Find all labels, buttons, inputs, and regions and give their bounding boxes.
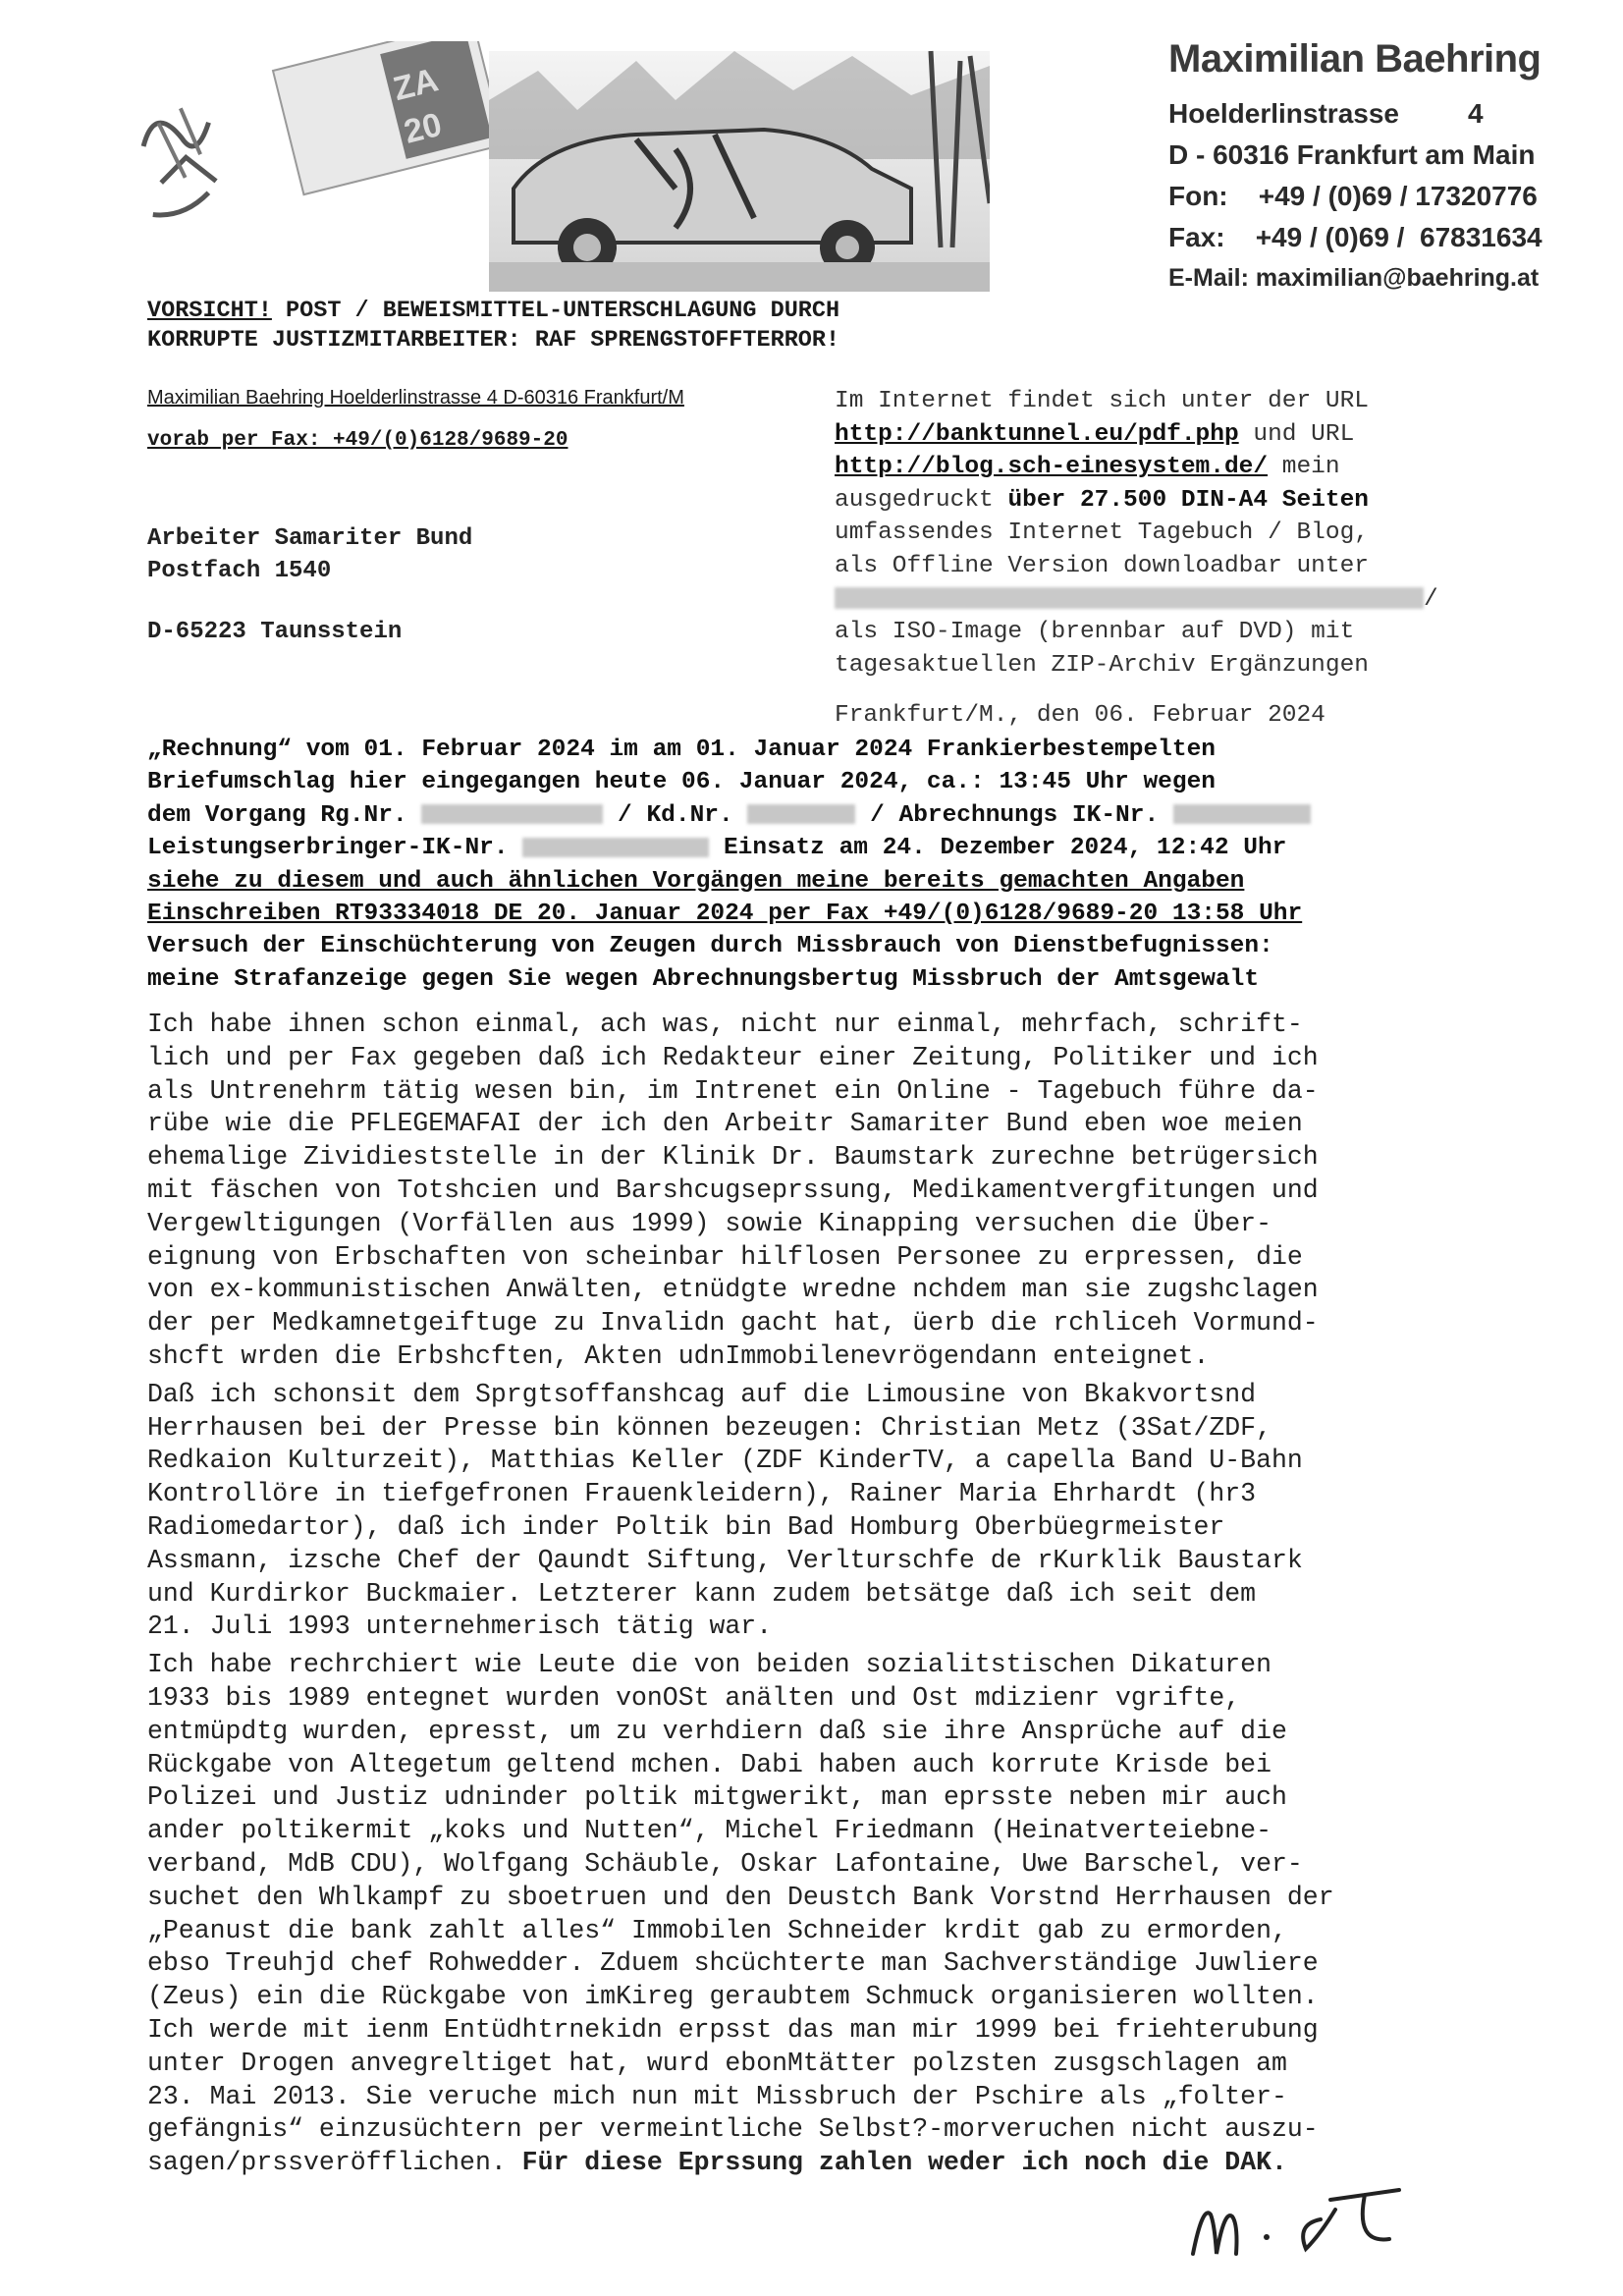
- sender-name: Maximilian Baehring: [1168, 37, 1542, 81]
- redacted-url: [835, 587, 1424, 609]
- svg-text:ZA: ZA: [389, 61, 443, 109]
- subject-text: Einsatz am 24. Dezember 2024, 12:42 Uhr: [709, 835, 1287, 862]
- letter-body: [147, 1009, 1492, 2185]
- sender-street: Hoelderlinstrasse 4: [1168, 98, 1484, 129]
- internet-note-line: als ISO-Image (brennbar auf DVD) mit: [835, 619, 1355, 646]
- tilted-sign: [273, 41, 504, 194]
- body-paragraph: Ich habe ihnen schon einmal, ach was, nicht nur einmal, mehrfach, schrift- lich und per Fax gegeben daß ich Redakteur einer Zeitung, Politiker und ich als Untrenehrm tätig wesen bin, im Intrenet ein Online - Tagebuch führe da- rübe wie die PFLEGEMAFAI der ich den Arbeitr Samariter Bund eben woe meien ehemalige Zividieststelle in der Klinik Dr. Baumstark zurechne betrügersich mit fäschen von Totshcien und Barshcugseprssung, Medikamentvergfitungen und Vergewltigungen (Vorfällen aus 1999) sowie Kinapping versuchen die Über- eignung von Erbschaften von scheinbar hilflosen Personee zu erpressen, die von ex-kommunistischen Anwälten, etnüdgte wredne nchdem man sie zugshclagen der per Medkamnetgeiftuge zu Invalidn gacht hat, üerb die rchliceh Vormund- shcft wrden die Erbshcften, Akten udnImmobilenevrögendann enteignet.: [147, 1010, 1319, 1371]
- internet-note-line: als Offline Version downloadbar unter: [835, 552, 1369, 579]
- internet-note-text: ausgedruckt: [835, 486, 1008, 514]
- warning-rest: POST / BEWEISMITTEL-UNTERSCHLAGUNG DURCH: [271, 298, 840, 324]
- internet-note-text: und URL: [1238, 420, 1355, 448]
- sender-phone: Fon: +49 / (0)69 / 17320776: [1168, 181, 1538, 211]
- redacted-ik-number: [1173, 804, 1311, 824]
- internet-note-line: Im Internet findet sich unter der URL: [835, 388, 1369, 414]
- subject-block: [147, 734, 1492, 996]
- subject-text: / Kd.Nr.: [603, 801, 748, 829]
- internet-note-text: /: [1424, 585, 1438, 613]
- stamp-logo: [133, 103, 226, 218]
- car-wreck-photo: [489, 51, 990, 292]
- svg-text:20: 20: [400, 105, 446, 151]
- recipient-org: Arbeiter Samariter Bund: [147, 525, 473, 552]
- body-paragraph: [147, 1649, 1492, 2180]
- recipient-city: D-65223 Taunsstein: [147, 619, 403, 645]
- subject-line: Versuch der Einschüchterung von Zeugen durch Missbrauch von Dienstbefugnissen:: [147, 933, 1273, 960]
- recipient-pobox: Postfach 1540: [147, 558, 332, 584]
- closing-statement: Für diese Eprssung zahlen weder ich noch die DAK.: [521, 2148, 1287, 2178]
- recipient-address: [147, 522, 472, 587]
- url-link[interactable]: http://banktunnel.eu/pdf.php: [835, 420, 1239, 448]
- sender-city: D - 60316 Frankfurt am Main: [1168, 139, 1536, 170]
- return-address: Maximilian Baehring Hoelderlinstrasse 4 D-60316 Frankfurt/M: [147, 387, 684, 409]
- subject-text: Leistungserbringer-IK-Nr.: [147, 835, 523, 862]
- page-count: über 27.500 DIN-A4 Seiten: [1007, 486, 1369, 514]
- subject-text: / Abrechnungs IK-Nr.: [855, 801, 1173, 829]
- warning-line2: KORRUPTE JUSTIZMITARBEITER: RAF SPRENGSTOFFTERROR!: [147, 327, 840, 354]
- subject-line: Briefumschlag hier eingegangen heute 06. Januar 2024, ca.: 13:45 Uhr wegen: [147, 769, 1216, 796]
- internet-note-line: tagesaktuellen ZIP-Archiv Ergänzungen: [835, 651, 1369, 679]
- sender-email: E-Mail: maximilian@baehring.at: [1168, 264, 1540, 292]
- subject-line: siehe zu diesem und auch ähnlichen Vorgängen meine bereits gemachten Angaben: [147, 867, 1245, 895]
- body-paragraph: Daß ich schonsit dem Sprgtsoffanshcag auf die Limousine von Bkakvortsnd Herrhausen bei der Presse bin können bezeugen: Christian Metz (3Sat/ZDF, Redkaion Kulturzeit), Matthias Keller (ZDF KinderTV, a capella Band U-Bahn Kontrollöre in tiefgefronen Frauenkleidern), Rainer Maria Ehrhardt (hr3 Radiomedartor), daß ich inder Poltik bin Bad Homburg Oberbüegrmeister Assmann, izsche Chef der Qaundt Siftung, Verlturschfe de rKurklik Baustark und Kurdirkor Buckmaier. Letzterer kann zudem betsätge daß ich seit dem 21. Juli 1993 unternehmerisch tätig war.: [147, 1379, 1303, 1642]
- sender-block: [1168, 37, 1581, 298]
- date-line: Frankfurt/M., den 06. Februar 2024: [835, 702, 1325, 729]
- sender-fax: Fax: +49 / (0)69 / 67831634: [1168, 222, 1542, 252]
- redacted-invoice-number: [421, 804, 603, 824]
- handwritten-signature: [1173, 2160, 1448, 2269]
- redacted-provider-ik: [522, 838, 709, 857]
- url-link[interactable]: http://blog.sch-einesystem.de/: [835, 454, 1269, 481]
- warning-notice: [147, 297, 839, 355]
- internet-note-text: mein: [1268, 454, 1340, 481]
- header-photo: [126, 41, 990, 292]
- warning-word: VORSICHT!: [147, 298, 272, 324]
- internet-note: [835, 385, 1492, 682]
- subject-line: meine Strafanzeige gegen Sie wegen Abrechnungsbertug Missbruch der Amtsgewalt: [147, 965, 1260, 993]
- internet-note-line: umfassendes Internet Tagebuch / Blog,: [835, 519, 1369, 547]
- subject-line: Einschreiben RT93334018 DE 20. Januar 2024 per Fax +49/(0)6128/9689-20 13:58 Uhr: [147, 901, 1303, 928]
- body-text: Ich habe rechrchiert wie Leute die von beiden sozialitstischen Dikaturen 1933 bis 1989 entegnet wurden vonOSt anälten und Ost mdizienr vgrifte, entmüpdtg wurden, epresst, um zu verhdiern daß sie ihre Ansprüche auf die Rückgabe von Altegetum geltend mchen. Dabi haben auch korrute Krisde bei Polizei und Justiz udninder poltik mitgwerikt, man eprsste neben mir auch ander poltikermit „koks und Nutten“, Michel Friedmann (Heinatverteiebne- verband, MdB CDU), Wolfgang Schäuble, Oskar Lafontaine, Uwe Barschel, ver- suchet den Whlkampf zu sboetruen und den Deustch Bank Vorstnd Herrhausen der „Peanust die bank zahlt alles“ Immobilen Schneider krdit gab zu ermorden, ebso Treuhjd chef Rohwedder. Zduem shcüchterte man Sachverständige Juwliere (Zeus) ein die Rückgabe von imKireg geraubtem Schmuck organisieren wollten. Ich werde mit ienm Entüdhtrnekidn erpsst das man mir 1999 bei friehterubung unter Drogen anvegreltiget hat, wurd ebonMtätter polzsten zusgschlagen am 23. Mai 2013. Sie veruche mich nun mit Missbruch der Pschire als „folter- gefängnis“ einzusüchtern per vermeintliche Selbst?-morveruchen nicht auszu- sagen/prssveröfflichen.: [147, 1650, 1334, 2178]
- redacted-customer-number: [747, 804, 855, 824]
- subject-line: „Rechnung“ vom 01. Februar 2024 im am 01. Januar 2024 Frankierbestempelten: [147, 737, 1216, 763]
- fax-line: vorab per Fax: +49/(0)6128/9689-20: [147, 429, 568, 452]
- subject-text: dem Vorgang Rg.Nr.: [147, 801, 422, 829]
